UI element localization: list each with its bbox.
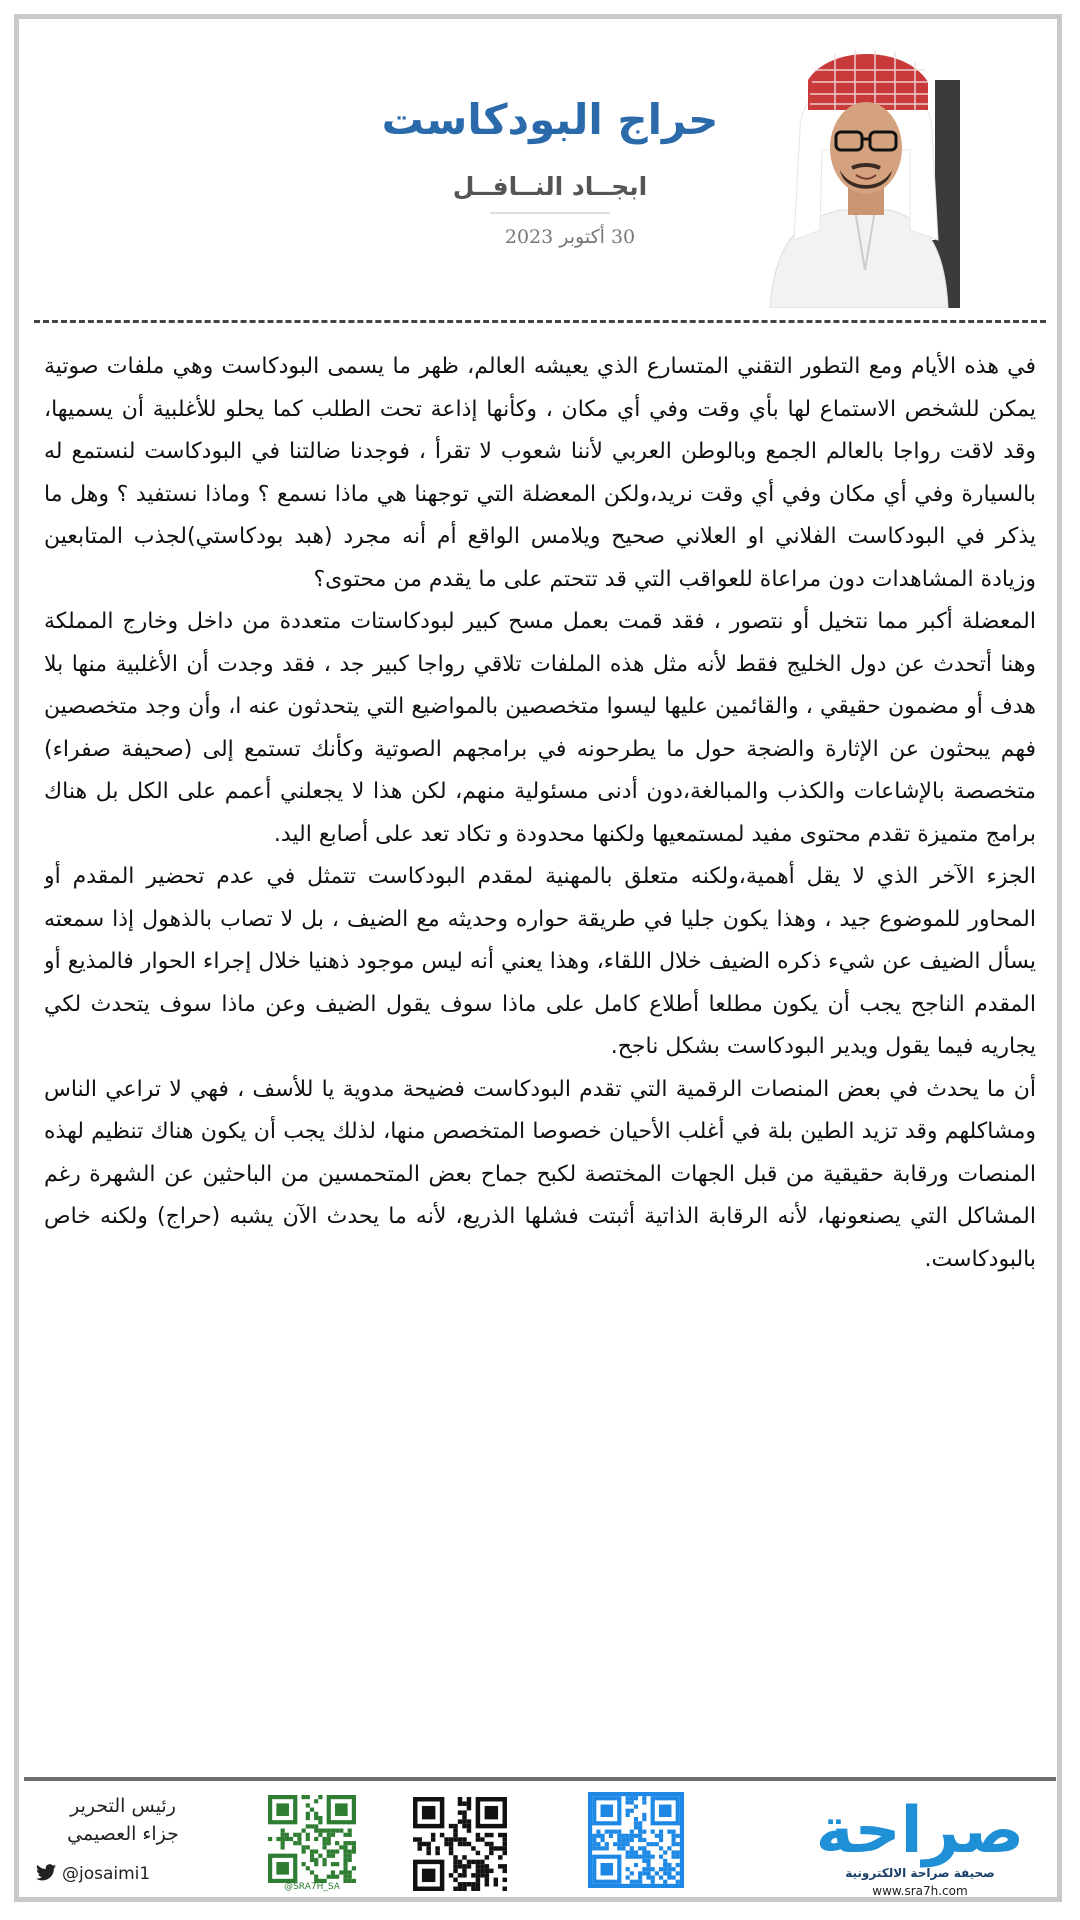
editor-title: رئيس التحرير xyxy=(70,1795,176,1817)
twitter-handle-text: @josaimi1 xyxy=(62,1864,151,1884)
author-name: ابجــاد النــافــل xyxy=(452,172,648,201)
logo-wordmark: صراحة xyxy=(815,1794,1025,1868)
twitter-icon xyxy=(36,1864,56,1885)
article-body xyxy=(44,346,1036,1728)
logo-subtitle: صحيفة صراحة الالكترونية xyxy=(845,1866,995,1880)
twitter-handle[interactable] xyxy=(36,1862,216,1886)
editor-info xyxy=(48,1792,198,1848)
editor-name: جزاء العصيمي xyxy=(67,1823,179,1845)
logo-url: www.sra7h.com xyxy=(872,1884,968,1898)
author-underline xyxy=(490,212,610,214)
article-title: حراج البودكاست xyxy=(381,95,719,144)
article-paragraph: الجزء الآخر الذي لا يقل أهمية،ولكنه متعلق بالمهنية لمقدم البودكاست تتمثل في عدم تحضير المقدم أو المحاور للموضوع جيد ، وهذا يكون جليا في طريقة حواره وحديثه مع الضيف ، بل لا تصاب بالذهول إذا سمعته يسأل الضيف عن شيء ذكره الضيف خلال اللقاء، وهذا يعني أنه ليس موجود ذهنيا خلال إجراء الحوار فالمذيع أو المقدم الناجح يجب أن يكون مطلعا أطلاع كامل على ماذا سوف يقول الضيف وعن ماذا سوف يتحدث لكي يجاريه فيما يقول ويدير البودكاست بشكل ناجح. xyxy=(44,864,1036,1059)
publish-date: 30 أكتوبر 2023 xyxy=(504,226,636,248)
qr-code-blue[interactable] xyxy=(588,1792,684,1888)
article-paragraph: المعضلة أكبر مما نتخيل أو نتصور ، فقد قمت بعمل مسح كبير لبودكاستات متعددة من داخل وخارج المملكة وهنا أتحدث عن دول الخليج فقط لأنه مثل هذه الملفات تلاقي رواجا كبير جد ، فقد وجدت أن الأغلبية منها بلا هدف أو مضمون حقيقي ، والقائمين عليها ليسوا متخصصين بالمواضيع التي يتحدثون عنه ا، وأن وجد متخصصين فهم يبحثون عن الإثارة والضجة حول ما يطرحونه في برامجهم الصوتية وكأنك تستمع إلى (صحيفة صفراء) متخصصة بالإشاعات والكذب والمبالغة،دون أدنى مسئولية منهم، لكن هذا لا يجعلني أعمم على الكل بل هناك برامج متميزة تقدم محتوى مفيد لمستمعيها ولكنها محدودة و تكاد تعد على أصابع اليد. xyxy=(44,609,1036,847)
author-photo xyxy=(760,40,960,308)
qr-code-whatsapp[interactable] xyxy=(413,1797,507,1891)
article-paragraph: في هذه الأيام ومع التطور التقني المتسارع الذي يعيشه العالم، ظهر ما يسمى البودكاست وهي ملفات صوتية يمكن للشخص الاستماع لها بأي وقت وفي أي مكان ، وكأنها إذاعة تحت الطلب كما يحلو للأغلبية أن يسميها، وقد لاقت رواجا بالعالم الجمع وبالوطن العربي لأننا شعوب لا تقرأ ، فوجدنا ضالتنا في البودكاست لنستمع له بالسيارة وفي أي مكان وفي أي وقت نريد،ولكن المعضلة التي توجهنا هي ماذا نسمع ؟ وماذا نستفيد ؟ وهل ما يذكر في البودكاست الفلاني او العلاني صحيح ويلامس الواقع أم أنه مجرد (هبد بودكاستي)لجذب المتابعين وزيادة المشاهدات دون مراعاة للعواقب التي قد تتحتم على ما يقدم من محتوى؟ xyxy=(44,354,1036,592)
footer-divider xyxy=(24,1777,1056,1781)
qr-code-green[interactable] xyxy=(268,1795,356,1883)
qr-caption: @SRA7H_SA xyxy=(284,1882,340,1892)
article-paragraph: أن ما يحدث في بعض المنصات الرقمية التي تقدم البودكاست فضيحة مدوية يا للأسف ، فهي لا تراعي الناس ومشاكلهم وقد تزيد الطين بلة في أغلب الأحيان خصوصا المتخصص منها، لذلك يجب أن يكون هناك تنظيم لهذه المنصات ورقابة حقيقية من قبل الجهات المختصة لكبح جماح بعض المتحمسين من الباحثين عن الشهرة رغم المشاكل التي يصنعونها، لأنه الرقابة الذاتية أثبتت فشلها الذريع، لأنه ما يحدث الآن يشبه (حراج) ولكنه خاص بالبودكاست. xyxy=(44,1076,1036,1272)
header-divider xyxy=(34,320,1046,323)
